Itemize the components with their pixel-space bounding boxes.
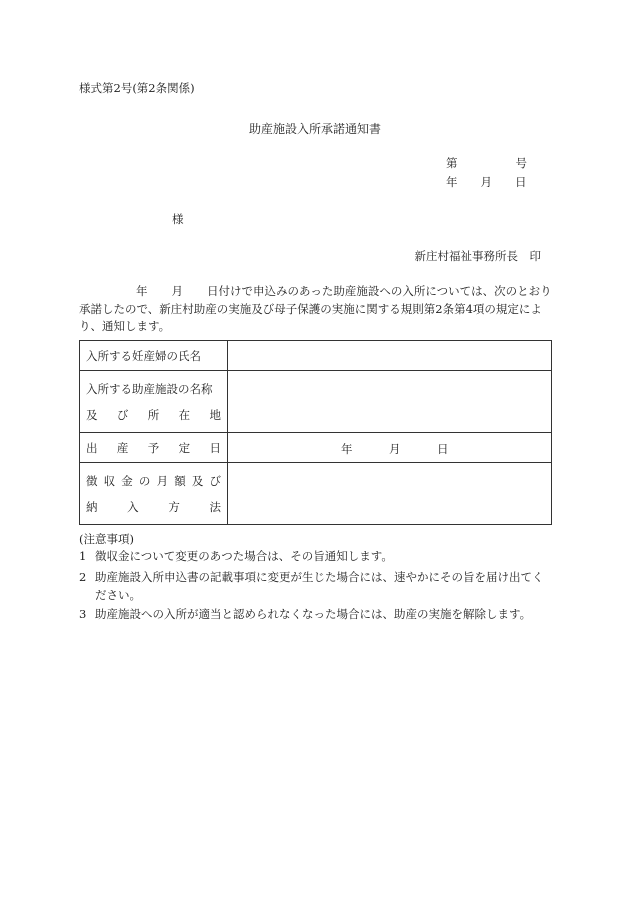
label-char: び <box>209 473 221 488</box>
body-month: 月 <box>171 284 183 298</box>
notes-header: (注意事項) <box>79 532 134 546</box>
label-char: 日 <box>209 440 221 455</box>
date-year: 年 <box>446 175 458 189</box>
info-table <box>79 340 552 525</box>
date-month: 月 <box>480 175 492 189</box>
document-date-line <box>446 174 527 190</box>
value-due-date[interactable] <box>228 433 552 463</box>
number-suffix: 号 <box>515 156 527 170</box>
note-number: 2 <box>79 570 87 584</box>
table-row-pregnant-name <box>80 341 552 371</box>
note-text: 助産施設入所申込書の記載事項に変更が生じた場合には、速やかにその旨を届け出てください。 <box>95 570 544 602</box>
body-text: 日付けで申込みのあった助産施設への入所については、次のとおり承諾したので、新庄村助産の実施及び母子保護の実施に関する規則第2条第4項の規定により、通知します。 <box>79 284 552 333</box>
label-char: 収 <box>103 473 116 488</box>
label-due-date-line <box>86 440 227 456</box>
due-day: 日 <box>437 442 449 456</box>
note-text: 徴収金について変更のあつた場合は、その旨通知します。 <box>95 549 393 563</box>
table-row-fee <box>80 463 552 525</box>
label-char: 徴 <box>86 473 98 488</box>
label-fee-line2 <box>86 494 227 520</box>
label-fee <box>80 463 228 525</box>
table-row-facility <box>80 371 552 433</box>
date-day: 日 <box>515 175 527 189</box>
value-facility[interactable] <box>228 371 552 433</box>
table-row-due-date <box>80 433 552 463</box>
note-number: 3 <box>79 607 87 621</box>
label-char: 方 <box>168 499 180 514</box>
due-month: 月 <box>389 442 401 456</box>
label-char: 予 <box>147 440 160 455</box>
label-due-date <box>80 433 228 463</box>
label-char: び <box>116 407 129 422</box>
document-number-line <box>446 155 527 171</box>
label-location-line <box>86 402 227 428</box>
label-char: 地 <box>209 407 221 422</box>
label-pregnant-name <box>80 341 228 371</box>
label-fee-line1 <box>86 468 227 494</box>
label-facility <box>80 371 228 433</box>
label-char: 及 <box>191 473 204 488</box>
document-title: 助産施設入所承諾通知書 <box>248 122 381 136</box>
label-text: 入所する妊産婦の氏名 <box>86 348 201 363</box>
note-text: 助産施設への入所が適当と認められなくなった場合には、助産の実施を解除します。 <box>95 607 532 621</box>
note-item <box>79 569 549 604</box>
label-char: 入 <box>127 499 139 514</box>
label-char: 及 <box>86 407 98 422</box>
label-char: の <box>138 473 151 488</box>
note-item <box>79 606 549 624</box>
label-char: 在 <box>178 407 191 422</box>
label-char: 産 <box>116 440 129 455</box>
value-fee[interactable] <box>228 463 552 525</box>
label-char: 額 <box>174 473 186 488</box>
label-char: 所 <box>147 407 160 422</box>
due-year: 年 <box>341 442 353 456</box>
label-text: 入所する助産施設の名称 <box>86 381 213 396</box>
label-char: 金 <box>121 473 133 488</box>
label-char: 納 <box>86 499 98 514</box>
label-char: 定 <box>178 440 191 455</box>
body-paragraph <box>79 283 553 336</box>
addressee: 様 <box>172 212 184 226</box>
label-char: 月 <box>156 473 169 488</box>
value-pregnant-name[interactable] <box>228 341 552 371</box>
label-char: 法 <box>209 499 221 514</box>
form-number: 様式第2号(第2条関係) <box>79 81 195 95</box>
note-item <box>79 548 549 566</box>
issuer-name: 新庄村福祉事務所長 印 <box>414 249 541 263</box>
body-year: 年 <box>136 284 148 298</box>
note-number: 1 <box>79 549 87 563</box>
label-char: 出 <box>86 440 98 455</box>
number-prefix: 第 <box>446 156 458 170</box>
